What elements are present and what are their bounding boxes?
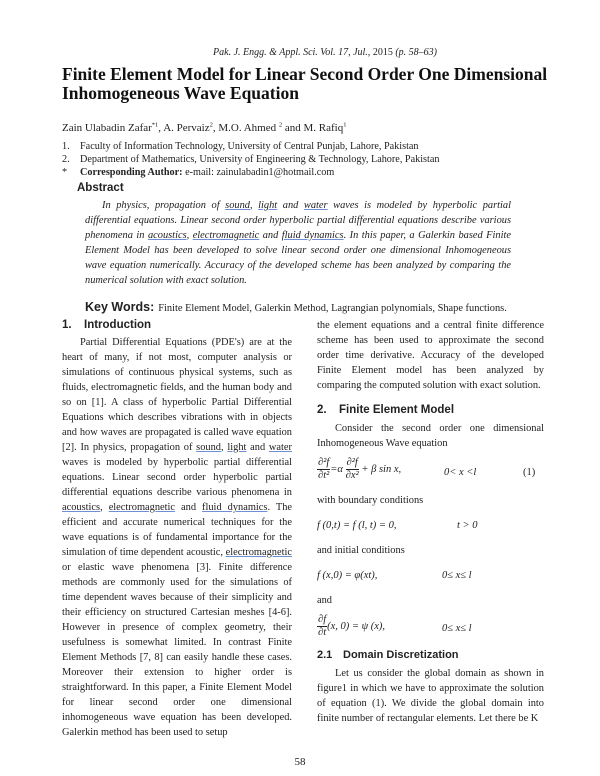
and-text: and [317, 595, 333, 606]
hyperlink-acoustics[interactable]: acoustics [62, 502, 101, 513]
affiliation-1: 1. Faculty of Information Technology, University of Central Punjab, Lahore, Pakistan [62, 141, 419, 152]
initial-condition: f (x,0) = φ(xt), 0≤ x≤ l [317, 570, 472, 581]
abstract-text: In physics, propagation of sound, light and water waves is modeled by hyperbolic partial differential equations. Linear second order hyperbolic partial differential equations describe various phenomena in acoustics, electromagnetic and fluid dynamics. In this paper, a Galerkin based Finite Element Model has been developed to solve linear second order one dimensional Inhomogeneous wave equation numerically. Accuracy of the developed scheme has been analyzed by comparing the numerical solution with exact solution. [85, 200, 512, 286]
affiliation-2: 2. Department of Mathematics, University of Engineering & Technology, Lahore, Pakistan [62, 154, 440, 165]
hyperlink-water[interactable]: water [303, 200, 328, 211]
ic-intro: and initial conditions [317, 545, 405, 556]
section-heading-domain-discretization: 2.1 Domain Discretization [317, 649, 459, 661]
hyperlink-light[interactable]: light [227, 442, 247, 453]
left-column [62, 335, 292, 740]
hyperlink-water[interactable]: water [268, 442, 292, 453]
hyperlink-electromagnetic[interactable]: electromagnetic [192, 230, 260, 241]
hyperlink-sound[interactable]: sound [196, 442, 221, 453]
boundary-conditions: f (0,t) = f (l, t) = 0, t > 0 [317, 520, 478, 531]
continuation-paragraph: the element equations and a central finite difference scheme has been used to approximate the second order time derivative. Accuracy of the developed Finite Element model has been analyzed by comparing the computed solution with exact solution. [317, 320, 544, 391]
hyperlink-acoustics[interactable]: acoustics [147, 230, 187, 241]
section-heading-introduction: 1. Introduction [62, 319, 152, 331]
hyperlink-light[interactable]: light [258, 200, 278, 211]
equation-1: $\frac{\text{∂²f}}{\text{∂t²}}$ =α $\frac{\text{∂²f}}{\text{∂x²}}$ + β sin x, 0< x <l (1) [318, 457, 536, 481]
bc-intro: with boundary conditions [317, 495, 424, 506]
domain-discretization-paragraph: Let us consider the global domain as shown in figure1 in which we have to approximate the solution of equation (1). We divide the global domain into finite number of rectangular elements. Let there be K [317, 668, 544, 724]
journal-header: Pak. J. Engg. & Appl. Sci. Vol. 17, Jul., 2015 (p. 58–63) [213, 47, 437, 58]
section-heading-finite-element-model: 2. Finite Element Model [317, 404, 455, 416]
author-list: Zain Ulabadin Zafar$^{*1}$, A. Pervaiz$^2$, M.O. Ahmed $^2$ and M. Rafiq$^1$ [62, 121, 347, 134]
keywords: Key Words: Finite Element Model, Galerkin Method, Lagrangian polynomials, Shape functions. [85, 300, 507, 314]
page-number: 58 [294, 756, 306, 768]
hyperlink-fluid-dynamics[interactable]: fluid dynamics [202, 502, 268, 513]
introduction-paragraph: Partial Differential Equations (PDE's) are at the heart of many, if not most, computer analysis or simulations of continuous physical systems, such as fluids, electromagnetic fields, and the human body and so on [1]. A class of hyperbolic Partial Differential Equations which describes vibrations with in objects and how waves are propagated is called wave equation [2]. In physics, propagation of sound, light and water waves is modeled by hyperbolic partial differential equations. Linear second order hyperbolic partial differential equations describe various phenomena in acoustics, electromagnetic and fluid dynamics. The efficient and accurate numerical techniques for the wave equations is of fundamental importance for the simulation of time dependent acoustic, electromagnetic or elastic wave phenomena [3]. Finite difference methods are commonly used for the simulations of time dependent waves because of their simplicity and their efficiency on structured Cartesian meshes [4-6]. However in presence of complex geometry, their usefulness is somewhat limited. In contrast Finite Element Methods [7, 8] can easily handle these cases. Moreover their extension to higher order is straightforward. In this paper, a Finite Element Model for linear second order one dimensional inhomogeneous wave equation has been developed. Galerkin method has been used to setup [62, 337, 292, 738]
abstract-heading: Abstract [77, 182, 124, 194]
corresponding-author: * Corresponding Author: e-mail: zainulabadin1@hotmail.com [62, 167, 335, 178]
hyperlink-sound[interactable]: sound [225, 200, 250, 211]
section2-intro: Consider the second order one dimensional Inhomogeneous Wave equation [317, 423, 544, 449]
right-column [317, 318, 544, 726]
hyperlink-fluid-dynamics[interactable]: fluid dynamics [281, 230, 344, 241]
initial-velocity-condition: $\frac{\partial f}{\partial t}$ (x, 0) = ψ (x), 0≤ x≤ l [318, 614, 472, 638]
hyperlink-electromagnetic[interactable]: electromagnetic [108, 502, 176, 513]
hyperlink-electromagnetic[interactable]: electromagnetic [225, 547, 292, 558]
paper-title: Finite Element Model for Linear Second Order One Dimensional Inhomogeneous Wave Equation [62, 64, 548, 103]
